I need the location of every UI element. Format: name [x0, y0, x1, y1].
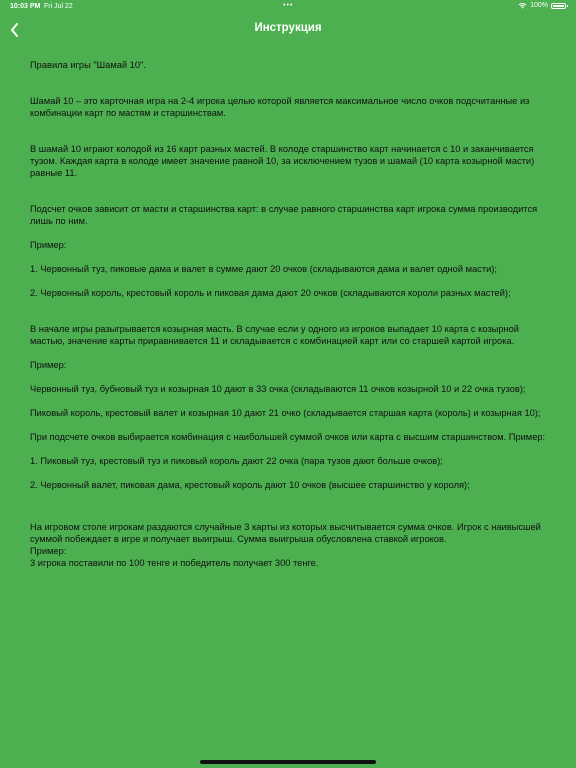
instruction-paragraph: Шамай 10 – это карточная игра на 2-4 игрока целью которой является максимальное число очков подсчитанные из комбинации карт по мастям и старшинствам.	[30, 96, 532, 118]
multitasking-dots[interactable]: •••	[283, 2, 294, 9]
page-title: Инструкция	[254, 22, 322, 34]
instruction-paragraph: Пример:	[30, 240, 67, 250]
instruction-paragraph: 1. Червонный туз, пиковые дама и валет в сумме дают 20 очков (складываются дама и валет одной масти);	[30, 264, 497, 274]
instruction-paragraph: Червонный туз, бубновый туз и козырная 10 дают в 33 очка (складываются 11 очков козырной 10 и 22 очка тузов);	[30, 384, 526, 394]
instruction-paragraph: При подсчете очков выбирается комбинация с наибольшей суммой очков или карта с высшим старшинством. Пример:	[30, 432, 546, 442]
instruction-paragraph: 2. Червонный король, крестовый король и пиковая дама дают 20 очков (складываются короли разных мастей);	[30, 288, 511, 298]
instruction-paragraph: В начале игры разыгрывается козырная масть. В случае если у одного из игроков выпадает 10 карта с козырной мастью, значение карты приравнивается 11 и складывается с комбинацией карт или со старшей картой игрока.	[30, 324, 522, 346]
navigation-bar	[0, 14, 576, 46]
instruction-paragraph: Пиковый король, крестовый валет и козырная 10 дают 21 очко (складывается старшая карта (король) и козырная 10);	[30, 408, 541, 418]
instruction-paragraph: Подсчет очков зависит от масти и старшинства карт: в случае равного старшинства карт игрока сумма производится лишь по ним.	[30, 204, 540, 226]
status-right	[518, 2, 566, 9]
instruction-paragraph: Правила игры "Шамай 10".	[30, 60, 146, 70]
instruction-paragraph: 1. Пиковый туз, крестовый туз и пиковый король дают 22 очка (пара тузов дают больше очков);	[30, 456, 443, 466]
status-bar	[0, 0, 576, 14]
instruction-paragraph: В шамай 10 играют колодой из 16 карт разных мастей. В колоде старшинство карт начинается с 10 и заканчивается тузом. Каждая карта в колоде имеет значение равной 10, за исключением тузов и шамай (10 карта козырной масти) равные 11.	[30, 144, 537, 178]
battery-level	[553, 5, 564, 7]
instruction-paragraph: На игровом столе игрокам раздаются случайные 3 карты из которых высчитывается сумма очков. Игрок с наивысшей суммой побеждает в игре и получает выигрыш. Сумма выигрыша обусловлена ставкой игроков. Пример: 3 игрока поставили по 100 тенге и победитель получает 300 тенге.	[30, 522, 541, 568]
status-date: Fri Jul 22	[44, 3, 73, 10]
status-time: 10:03 PM	[10, 3, 41, 10]
home-indicator[interactable]	[200, 760, 376, 764]
instruction-paragraph: 2. Червонный валет, пиковая дама, крестовый король дают 10 очков (высшее старшинство у короля);	[30, 480, 470, 490]
wifi-icon	[518, 2, 527, 9]
battery-percent: 100%	[530, 2, 548, 9]
instruction-paragraph: Пример:	[30, 360, 67, 370]
battery-icon	[551, 3, 566, 9]
instructions-text	[30, 59, 550, 569]
